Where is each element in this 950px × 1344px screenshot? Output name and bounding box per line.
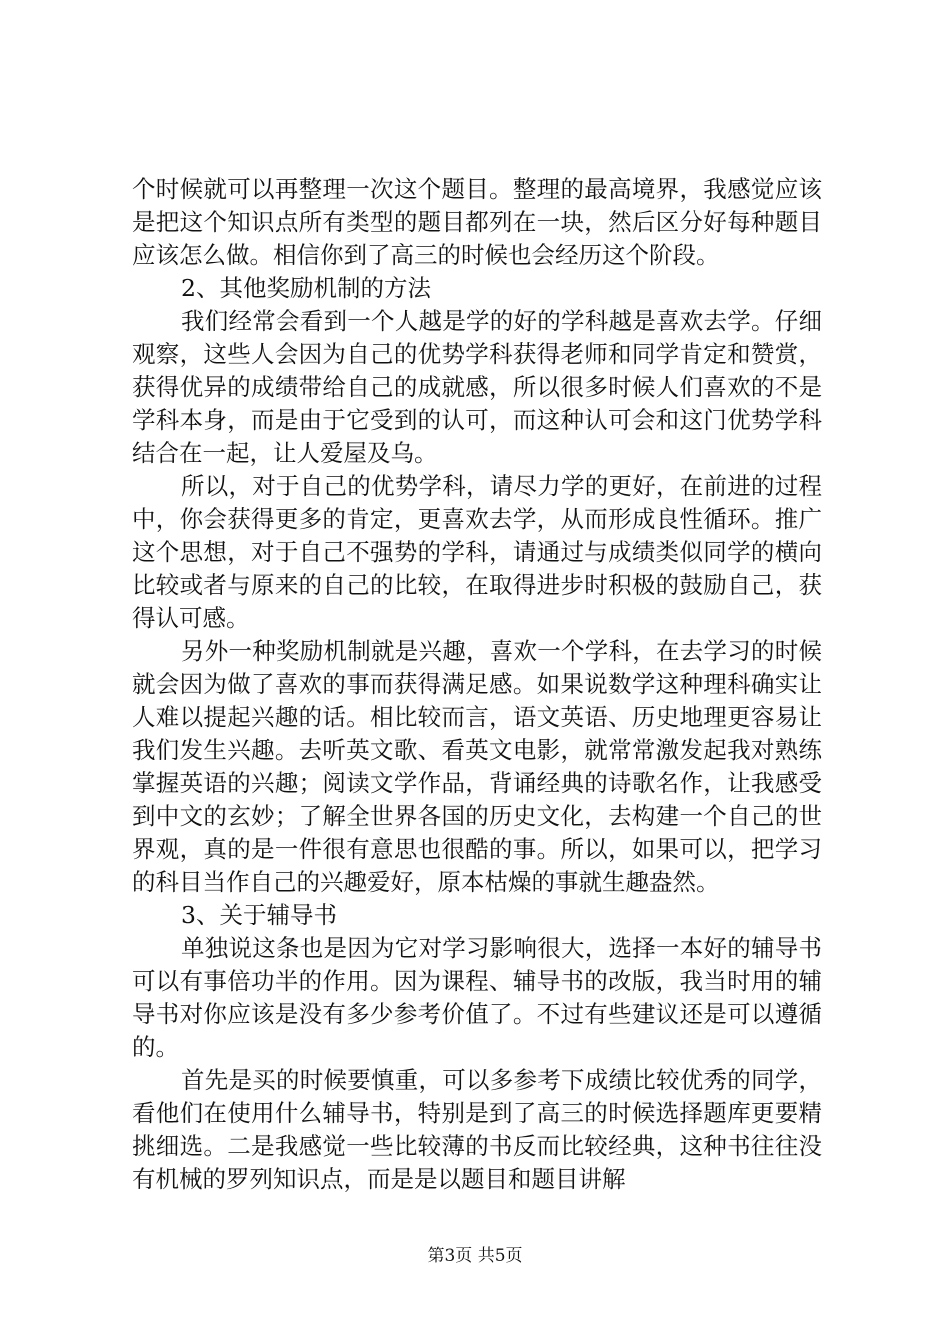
document-body <box>132 173 822 1196</box>
paragraph-4: 另外一种奖励机制就是兴趣，喜欢一个学科，在去学习的时候就会因为做了喜欢的事而获得满足感。如果说数学这种理科确实让人难以提起兴趣的话。相比较而言，语文英语、历史地理更容易让我们发生兴趣。去听英文歌、看英文电影，就常常激发起我对熟练掌握英语的兴趣；阅读文学作品，背诵经典的诗歌名作，让我感受到中文的玄妙；了解全世界各国的历史文化，去构建一个自己的世界观，真的是一件很有意思也很酷的事。所以，如果可以，把学习的科目当作自己的兴趣爱好，原本枯燥的事就生趣盎然。 <box>132 637 822 896</box>
paragraph-1: 个时候就可以再整理一次这个题目。整理的最高境界，我感觉应该是把这个知识点所有类型的题目都列在一块，然后区分好每种题目应该怎么做。相信你到了高三的时候也会经历这个阶段。 <box>132 175 822 269</box>
paragraph-2: 我们经常会看到一个人越是学的好的学科越是喜欢去学。仔细观察，这些人会因为自己的优势学科获得老师和同学肯定和赞赏，获得优异的成绩带给自己的成就感，所以很多时候人们喜欢的不是学科本身，而是由于它受到的认可，而这种认可会和这门优势学科结合在一起，让人爱屋及乌。 <box>132 307 822 467</box>
paragraph-3: 所以，对于自己的优势学科，请尽力学的更好，在前进的过程中，你会获得更多的肯定，更喜欢去学，从而形成良性循环。推广这个思想，对于自己不强势的学科，请通过与成绩类似同学的横向比较或者与原来的自己的比较，在取得进步时积极的鼓励自己，获得认可感。 <box>132 472 822 632</box>
paragraph-6: 首先是买的时候要慎重，可以多参考下成绩比较优秀的同学，看他们在使用什么辅导书，特别是到了高三的时候选择题库更要精挑细选。二是我感觉一些比较薄的书反而比较经典，这种书往往没有机械的罗列知识点，而是是以题目和题目讲解 <box>132 1066 822 1193</box>
section-heading-2: 2、其他奖励机制的方法 <box>181 274 431 302</box>
section-heading-3: 3、关于辅导书 <box>181 901 337 929</box>
page-number-footer: 第3页 共5页 <box>427 1246 523 1266</box>
paragraph-5: 单独说这条也是因为它对学习影响很大，选择一本好的辅导书可以有事倍功半的作用。因为课程、辅导书的改版，我当时用的辅导书对你应该是没有多少参考价值了。不过有些建议还是可以遵循的。 <box>132 934 822 1061</box>
